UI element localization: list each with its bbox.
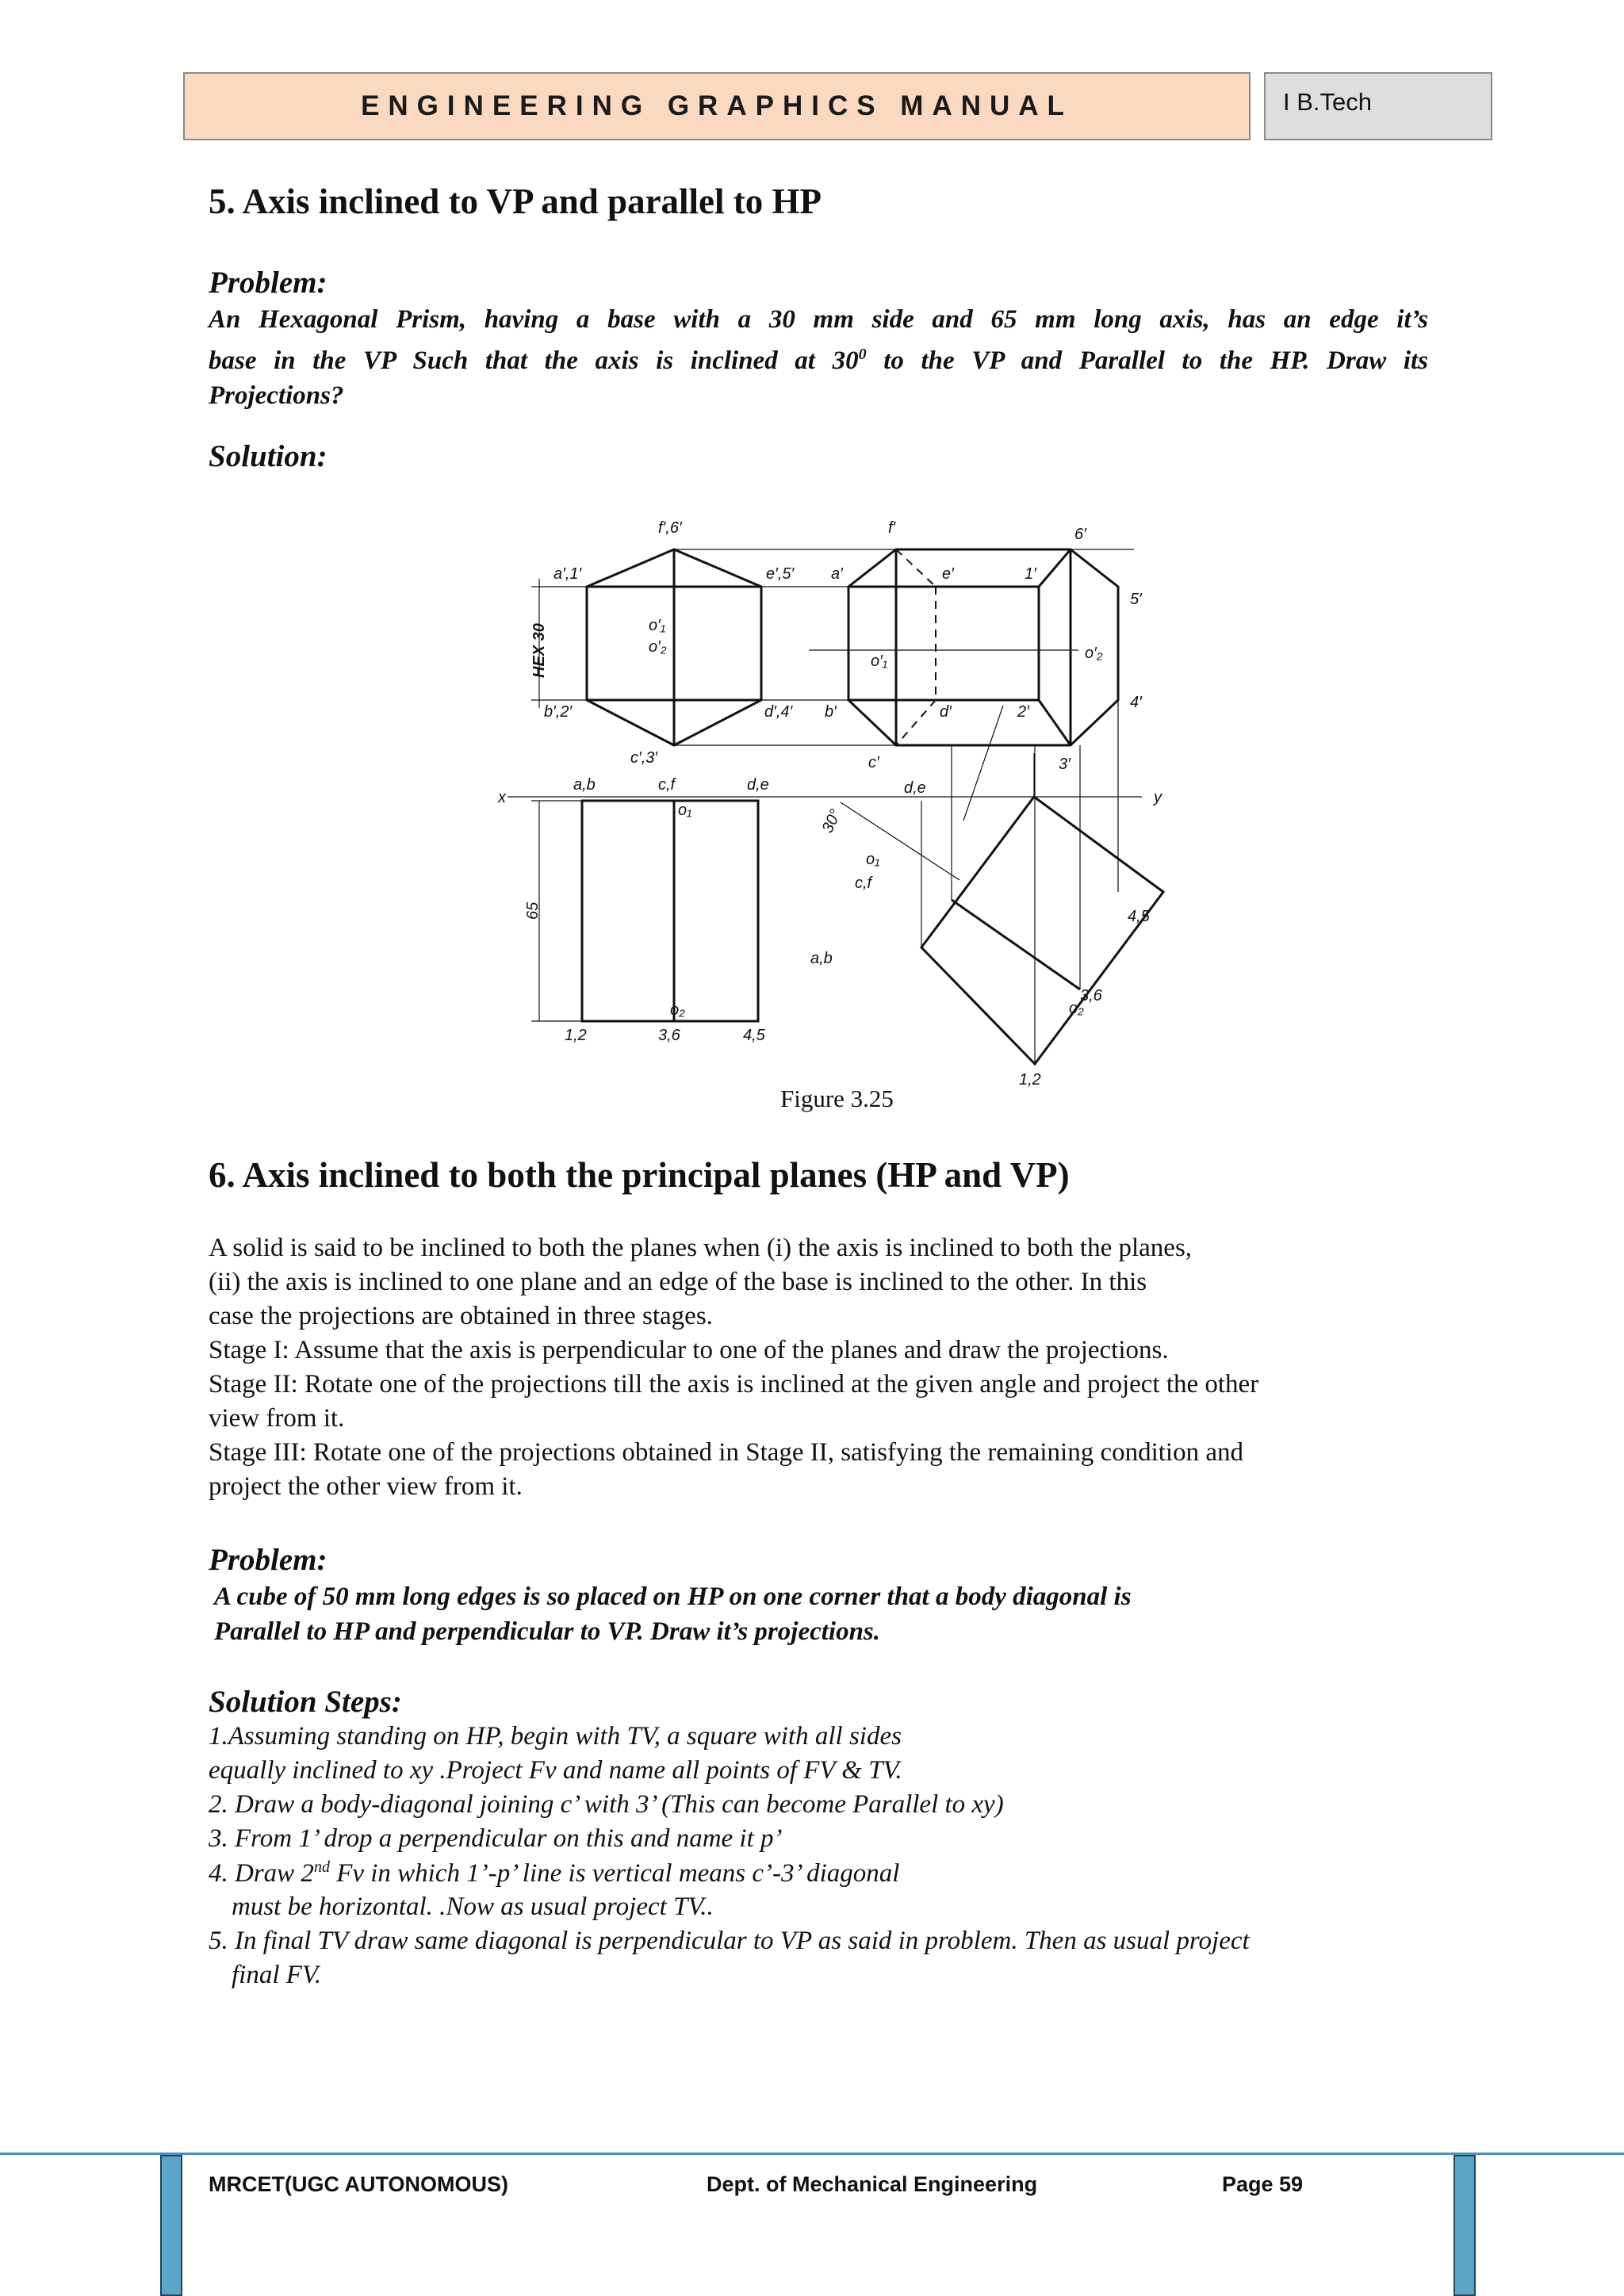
label-e-right: e′ [942, 565, 954, 583]
figure-caption: Figure 3.25 [780, 1085, 894, 1112]
step-1b: equally inclined to xy .Project Fv and name all points of FV & TV. [209, 1756, 902, 1785]
label-45: 4,5 [743, 1027, 765, 1044]
label-o1-bottom: o₁ [866, 851, 880, 868]
label-cf-bottom: c,f [855, 874, 872, 892]
problem-line-3: Projections? [209, 381, 344, 410]
label-x: x [498, 789, 506, 806]
label-c-right: c′ [868, 754, 879, 771]
section6-para-line-6: view from it. [209, 1404, 345, 1433]
label-ab-bottom: a,b [810, 950, 833, 967]
label-a-right: a′ [831, 565, 843, 583]
label-4-right: 4′ [1130, 694, 1142, 711]
label-36-bottom: 3,6 [1080, 987, 1102, 1004]
label-12: 1,2 [565, 1027, 587, 1044]
section6-para-line-2: (ii) the axis is inclined to one plane and an edge of the base is inclined to the other. In this [209, 1268, 1147, 1296]
step-2: 2. Draw a body-diagonal joining c’ with 3’ (This can become Parallel to xy) [209, 1790, 1004, 1819]
label-12-bottom: 1,2 [1019, 1071, 1041, 1089]
section6-para-line-1: A solid is said to be inclined to both the planes when (i) the axis is inclined to both the planes, [209, 1234, 1193, 1262]
label-d-right: d′ [940, 703, 952, 721]
label-b-right: b′ [825, 703, 837, 721]
label-c3: c′,3′ [630, 749, 658, 767]
section5-problem-label: Problem: [209, 266, 327, 300]
label-30deg: 30° [818, 806, 845, 836]
section6-problem-line-1: A cube of 50 mm long edges is so placed on HP on one corner that a body diagonal is [214, 1582, 1132, 1611]
label-65: 65 [524, 901, 542, 920]
problem-line-2: base in the VP Such that the axis is inclined at $30^0$ to the VP and Parallel to the HP. Draw its [209, 346, 1428, 375]
label-o2: o′₂ [649, 638, 667, 656]
label-o2-top: o₂ [670, 1001, 685, 1019]
label-f6: f′,6′ [658, 519, 682, 537]
footer-rule [0, 2152, 1624, 2155]
label-d4: d′,4′ [764, 703, 793, 721]
section6-para-line-3: case the projections are obtained in three stages. [209, 1302, 713, 1330]
section6-problem-label: Problem: [209, 1543, 327, 1577]
figure-3-25-drawing [498, 515, 1174, 1094]
section6-heading: 6. Axis inclined to both the principal planes (HP and VP) [209, 1155, 1070, 1195]
section5-problem-text [209, 302, 1428, 413]
label-f-right: f′ [888, 519, 896, 537]
label-o2-right: o′₂ [1085, 645, 1103, 662]
footer-bar-left [160, 2155, 182, 2296]
label-hex30: HEX 30 [530, 623, 548, 678]
tv-rectangle-left [582, 801, 758, 1021]
footer-page-number: Page 59 [1222, 2172, 1304, 2196]
label-y: y [1154, 789, 1162, 806]
label-e5: e′,5′ [766, 565, 795, 583]
section6-para-line-7: Stage III: Rotate one of the projections obtained in Stage II, satisfying the remaining condition and [209, 1438, 1243, 1467]
section5-heading: 5. Axis inclined to VP and parallel to HP [209, 182, 822, 221]
label-o1-top: o₁ [678, 802, 692, 819]
step-4b: must be horizontal. .Now as usual project TV.. [232, 1892, 714, 1921]
label-ab: a,b [573, 776, 596, 794]
footer-department: Dept. of Mechanical Engineering [707, 2172, 1038, 2196]
label-de: d,e [747, 776, 769, 794]
label-o1: o′₁ [649, 617, 666, 634]
section6-para-line-4: Stage I: Assume that the axis is perpendicular to one of the planes and draw the projections. [209, 1336, 1169, 1364]
tv-rectangle-rotated [921, 797, 1163, 1064]
solution-steps-label: Solution Steps: [209, 1685, 402, 1719]
label-3-right: 3′ [1059, 756, 1071, 773]
label-de-right: d,e [904, 779, 926, 797]
step-5b: final FV. [232, 1961, 322, 1989]
label-5-right: 5′ [1130, 591, 1142, 608]
section6-para-line-5: Stage II: Rotate one of the projections till the axis is inclined at the given angle and project the other [209, 1370, 1259, 1399]
label-a1: a′,1′ [553, 565, 582, 583]
step-3: 3. From 1’ drop a perpendicular on this and name it p’ [209, 1824, 783, 1853]
problem-line-1: An Hexagonal Prism, having a base with a 30 mm side and 65 mm long axis, has an edge it’s [209, 305, 1428, 334]
label-45-bottom: 4,5 [1128, 908, 1150, 925]
class-label: I B.Tech [1264, 72, 1492, 140]
manual-title-banner [183, 72, 1251, 140]
section6-para-line-8: project the other view from it. [209, 1472, 523, 1501]
footer-institution: MRCET(UGC AUTONOMOUS) [209, 2172, 508, 2196]
footer-bar-right [1454, 2155, 1476, 2296]
label-1-right: 1′ [1025, 565, 1036, 583]
step-1a: 1.Assuming standing on HP, begin with TV, a square with all sides [209, 1722, 902, 1751]
fv-prism-right [848, 549, 1118, 745]
label-b2: b′,2′ [544, 703, 573, 721]
section5-solution-label: Solution: [209, 439, 327, 473]
step-5a: 5. In final TV draw same diagonal is perpendicular to VP as said in problem. Then as usual project [209, 1927, 1250, 1955]
step-4: 4. Draw 2nd Fv in which 1’-p’ line is vertical means c’-3’ diagonal [209, 1858, 900, 1888]
section6-problem-line-2: Parallel to HP and perpendicular to VP. Draw it’s projections. [214, 1617, 881, 1646]
label-o2-bottom: o₂ [1069, 1000, 1084, 1017]
manual-title: ENGINEERING GRAPHICS MANUAL [361, 90, 1073, 121]
label-cf: c,f [658, 776, 676, 794]
label-o1-right: o′₁ [871, 652, 888, 670]
label-36: 3,6 [658, 1027, 680, 1044]
label-6-right: 6′ [1074, 526, 1086, 543]
label-2-right: 2′ [1017, 703, 1029, 721]
